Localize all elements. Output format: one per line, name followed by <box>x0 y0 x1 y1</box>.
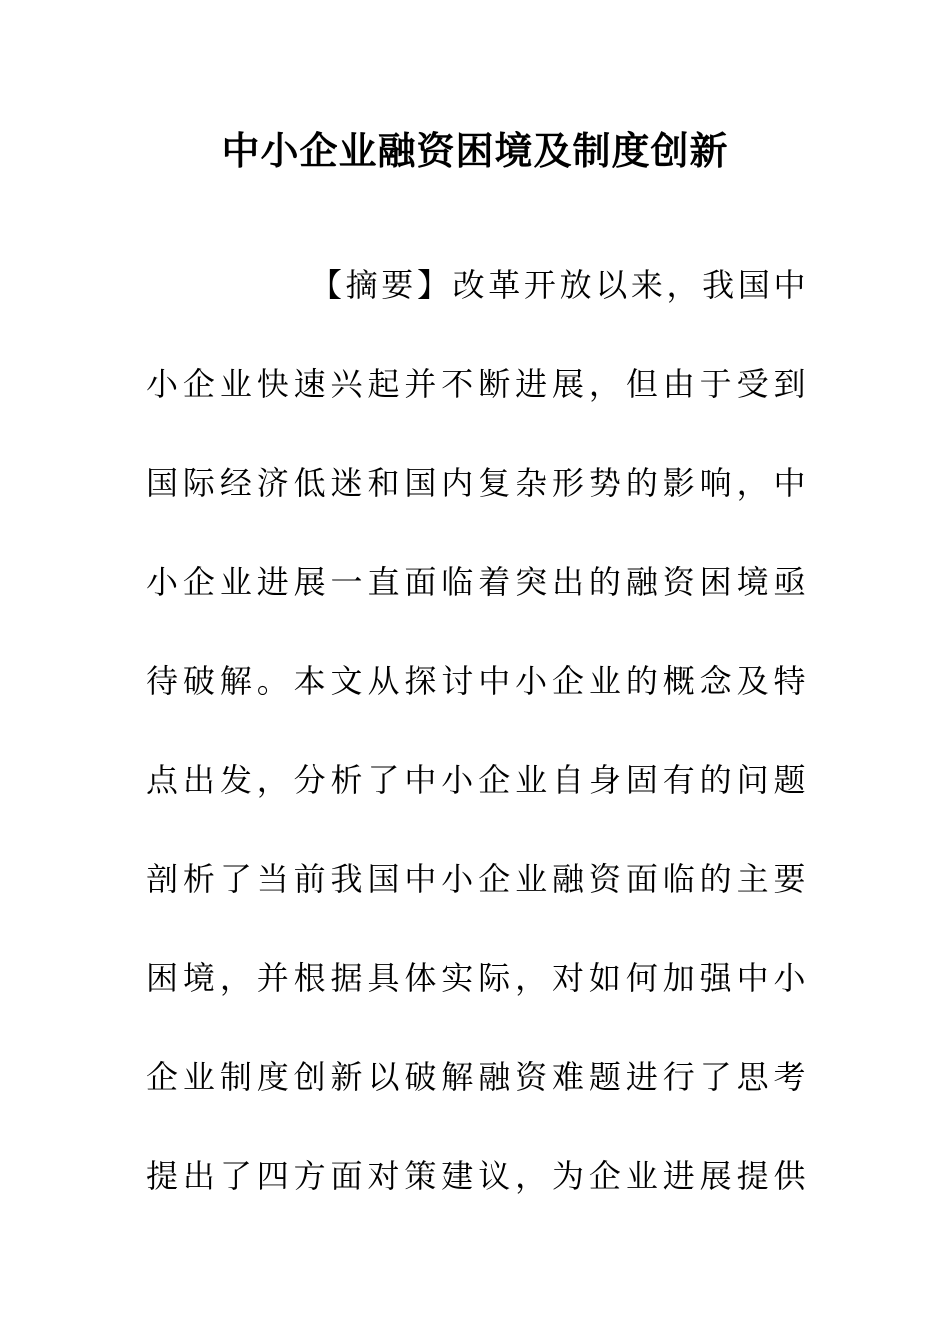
abstract-line: 提出了四方面对策建议，为企业进展提供 <box>146 1157 806 1195</box>
abstract-line: 企业制度创新以破解融资难题进行了思考 <box>146 1058 806 1096</box>
abstract-line: 小企业进展一直面临着突出的融资困境亟 <box>146 563 806 601</box>
abstract-line: 剖析了当前我国中小企业融资面临的主要 <box>146 860 806 898</box>
abstract-line: 小企业快速兴起并不断进展，但由于受到 <box>146 365 806 403</box>
abstract-body <box>146 260 806 1250</box>
abstract-line: 【摘要】改革开放以来，我国中 <box>310 266 806 304</box>
abstract-line: 点出发，分析了中小企业自身固有的问题 <box>146 761 806 799</box>
abstract-line: 国际经济低迷和国内复杂形势的影响，中 <box>146 464 806 502</box>
abstract-line: 困境，并根据具体实际，对如何加强中小 <box>146 959 806 997</box>
abstract-line: 待破解。本文从探讨中小企业的概念及特 <box>146 662 806 700</box>
document-title: 中小企业融资困境及制度创新 <box>221 128 729 173</box>
